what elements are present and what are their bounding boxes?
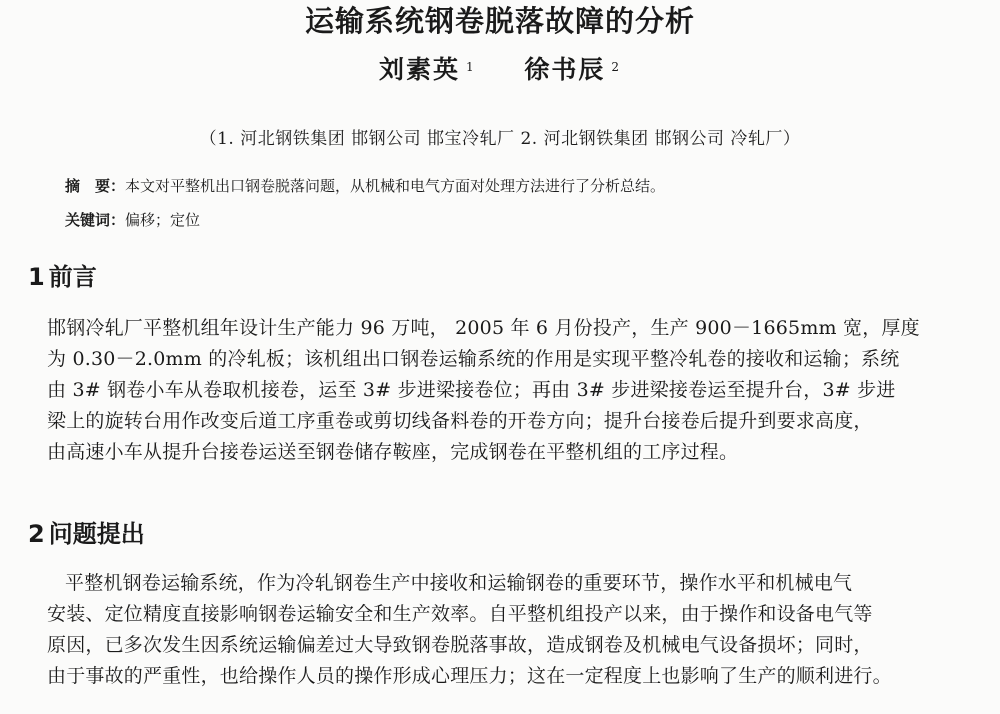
author-1 [379, 54, 476, 86]
author-list [0, 54, 1000, 86]
section-heading-intro [28, 262, 97, 292]
section-problem-body [47, 568, 977, 692]
paragraph-line: 邯钢冷轧厂平整机组年设计生产能力 96 万吨， 2005 年 6 月份投产，生产 900－1665mm 宽，厚度 [47, 317, 920, 339]
author-affiliation-mark: 1 [466, 60, 476, 74]
section-intro-body [47, 313, 977, 468]
keywords-text: 偏移；定位 [125, 211, 201, 229]
affiliations: （1. 河北钢铁集团 邯钢公司 邯宝冷轧厂 2. 河北钢铁集团 邯钢公司 冷轧厂） [199, 129, 801, 149]
abstract-text: 本文对平整机出口钢卷脱落问题，从机械和电气方面对处理方法进行了分析总结。 [125, 177, 666, 195]
paragraph-line: 梁上的旋转台用作改变后道工序重卷或剪切线备料卷的开卷方向；提升台接卷后提升到要求高度， [47, 410, 873, 432]
keywords [65, 209, 200, 231]
paragraph-line: 由高速小车从提升台接卷运送至钢卷储存鞍座，完成钢卷在平整机组的工序过程。 [47, 441, 739, 463]
paragraph-line: 原因，已多次发生因系统运输偏差过大导致钢卷脱落事故，造成钢卷及机械电气设备损坏；同时， [47, 634, 873, 656]
paragraph-line: 为 0.30－2.0mm 的冷轧板；该机组出口钢卷运输系统的作用是实现平整冷轧卷的接收和运输；系统 [47, 348, 900, 370]
section-number: 2 [28, 520, 45, 548]
paragraph-line: 平整机钢卷运输系统，作为冷轧钢卷生产中接收和运输钢卷的重要环节，操作水平和机械电气 [65, 572, 853, 594]
section-heading-problem [28, 519, 145, 549]
paragraph-line: 由于事故的严重性，也给操作人员的操作形成心理压力；这在一定程度上也影响了生产的顺利进行。 [47, 665, 892, 687]
section-title: 问题提出 [48, 520, 145, 548]
paragraph-line: 由 3# 钢卷小车从卷取机接卷，运至 3# 步进梁接卷位；再由 3# 步进梁接卷运至提升台，3# 步进 [47, 379, 896, 401]
author-name: 徐书辰 [524, 55, 606, 84]
keywords-label: 关键词： [65, 211, 126, 229]
section-title: 前言 [48, 263, 97, 291]
author-name: 刘素英 [378, 55, 460, 84]
abstract-label: 摘 要： [65, 177, 126, 195]
section-number: 1 [28, 263, 45, 291]
paragraph-line: 安装、定位精度直接影响钢卷运输安全和生产效率。自平整机组投产以来，由于操作和设备电气等 [47, 603, 873, 625]
author-affiliation-mark: 2 [611, 60, 622, 74]
abstract [65, 175, 665, 197]
author-2 [524, 54, 621, 86]
paper-title: 运输系统钢卷脱落故障的分析 [304, 4, 695, 38]
